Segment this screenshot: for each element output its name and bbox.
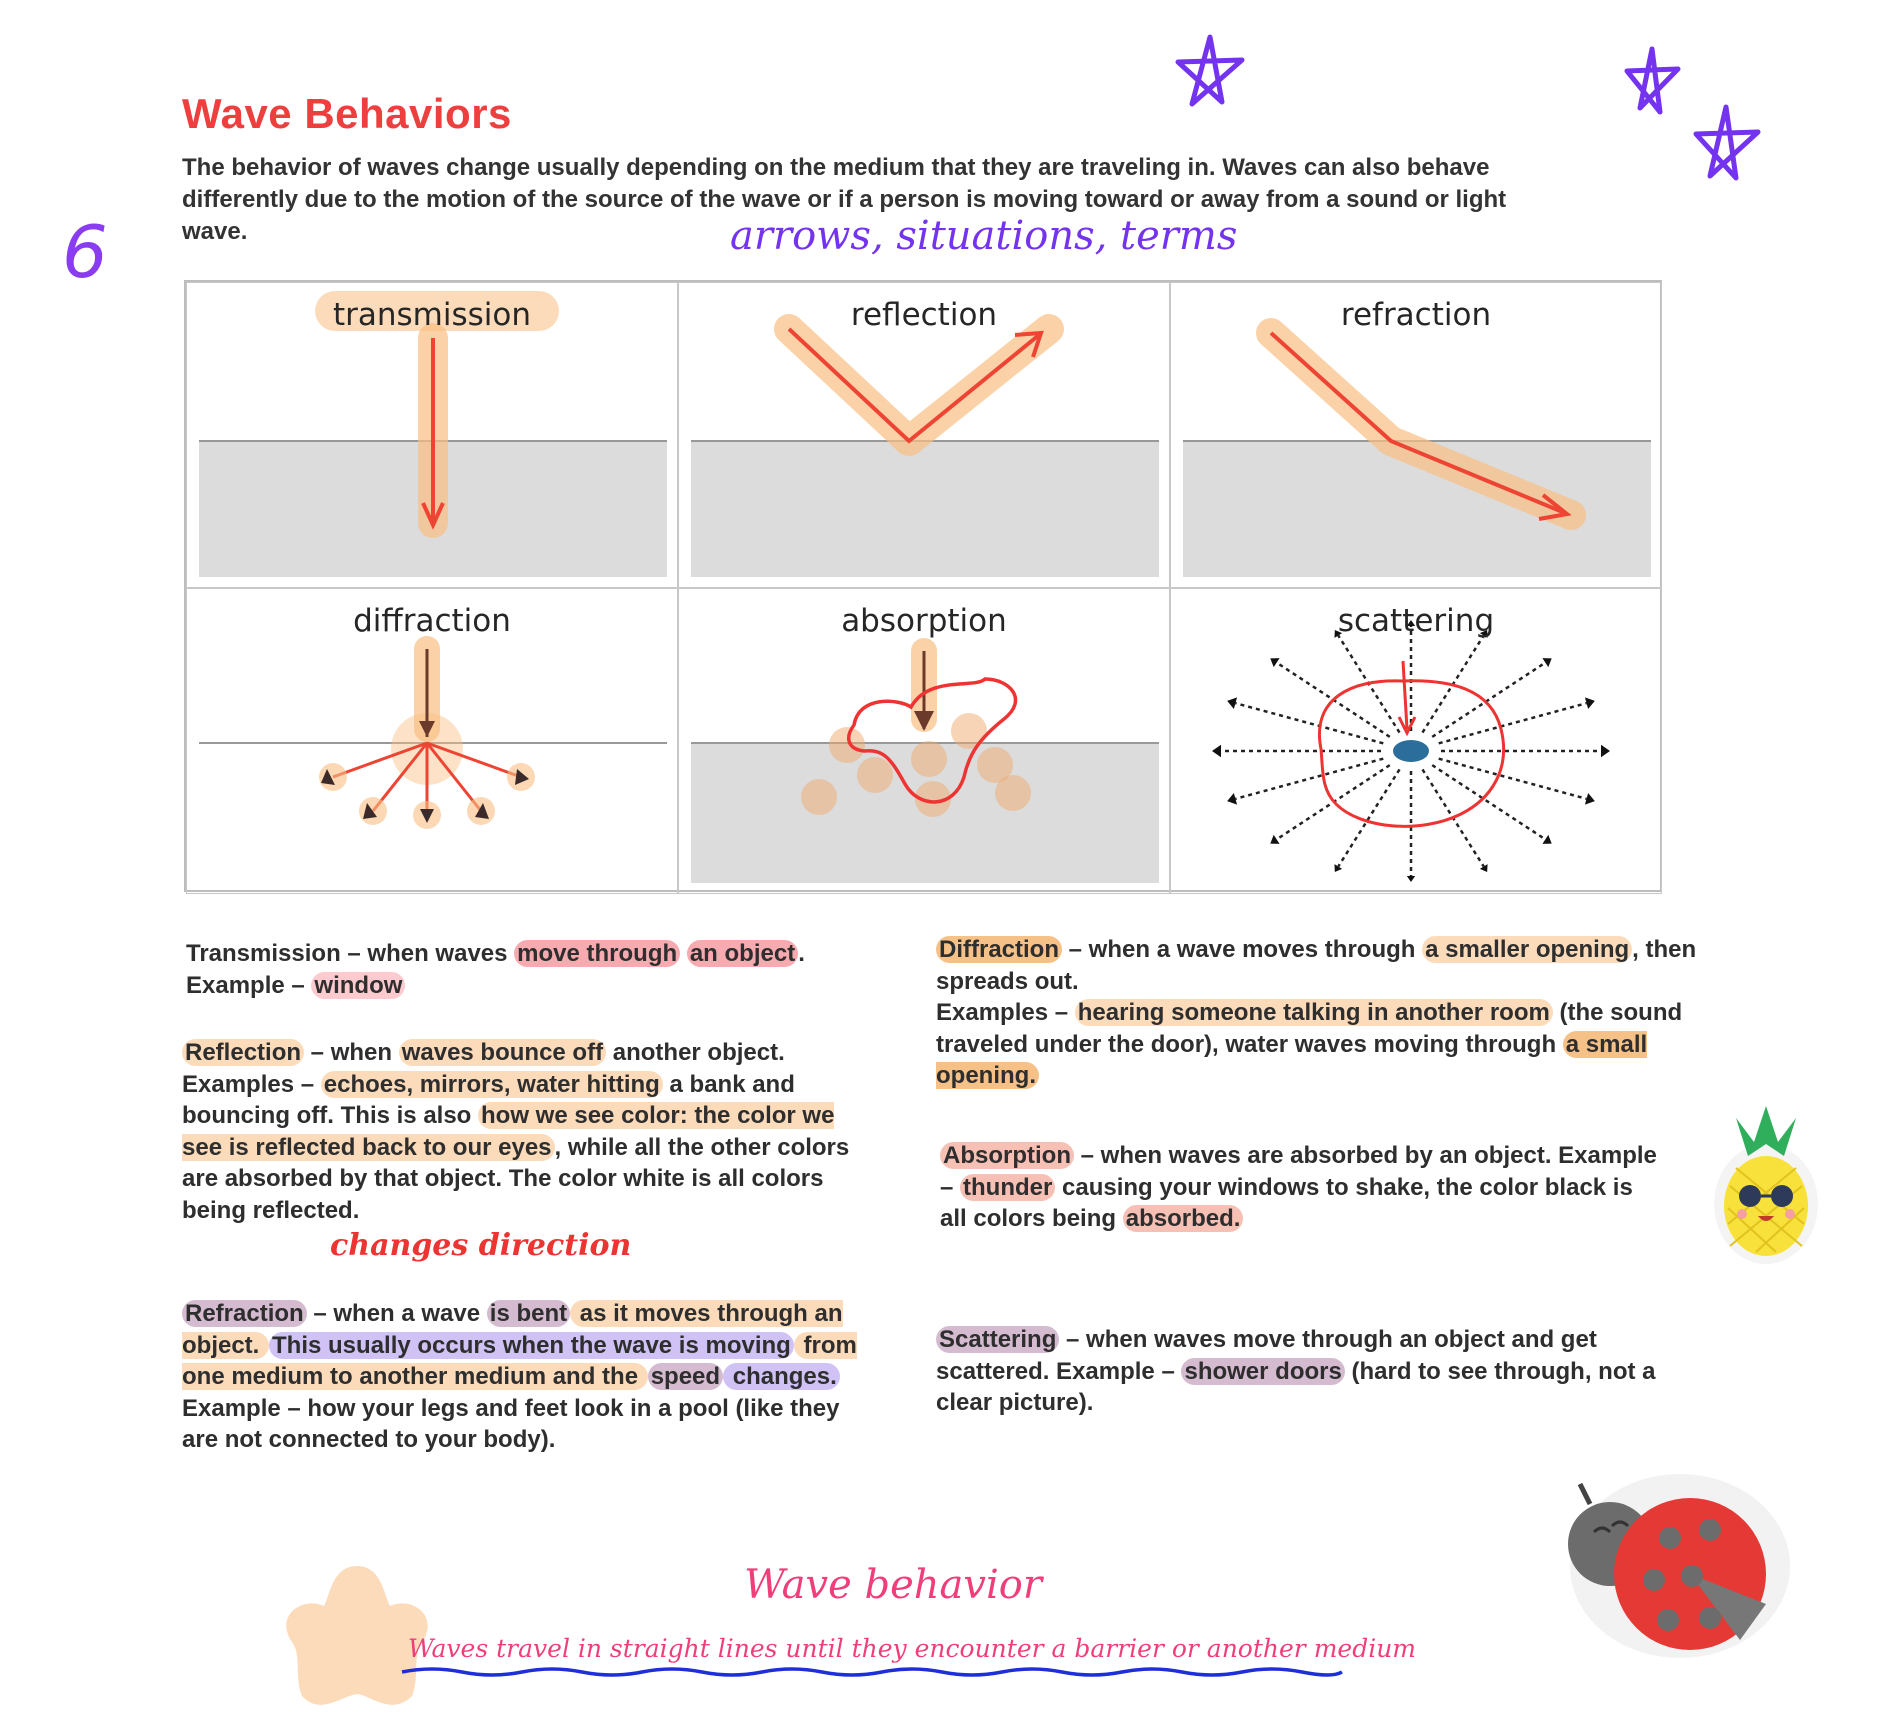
highlight-span: a small opening. (936, 1030, 1648, 1089)
text-span: Example – how your legs and feet look in a pool (like they are not connected to your body). (182, 1394, 840, 1453)
label-diffraction: diffraction (353, 603, 511, 639)
highlight-span: as it moves through an object. (182, 1300, 843, 1359)
cell-scattering (1170, 588, 1662, 894)
highlight-span: from one medium to another medium and the (182, 1331, 857, 1390)
scatter-ray (1338, 769, 1399, 866)
term-diffraction: Diffraction (936, 936, 1062, 963)
cell-reflection (678, 282, 1170, 588)
term-reflection: Reflection (182, 1039, 304, 1066)
scatter-ray (1439, 759, 1587, 799)
text-span (680, 940, 687, 967)
highlight-span: an object (687, 940, 798, 967)
highlight-span: a smaller opening (1422, 936, 1632, 963)
label-transmission: transmission (332, 297, 532, 333)
ladybug-sticker-icon (1550, 1454, 1790, 1664)
highlight-span: is bent (487, 1300, 570, 1327)
cell-transmission (186, 282, 678, 588)
text-span: causing your windows to shake, the color black is all colors being (940, 1173, 1633, 1232)
handwritten-wave-behavior-sentence: Waves travel in straight lines until they encounter a barrier or another medium (408, 1634, 1417, 1663)
text-span: – when (304, 1039, 399, 1066)
scatter-ray (1439, 703, 1587, 743)
label-absorption: absorption (841, 603, 1007, 639)
scatter-arrowhead (1270, 658, 1279, 667)
handwritten-note-top: arrows, situations, terms (730, 213, 1238, 259)
highlight-span: This usually occurs when the wave is moving (269, 1332, 794, 1359)
highlight-span: waves bounce off (399, 1039, 606, 1066)
text-span: . Example – (186, 940, 805, 999)
term-transmission: Transmission (186, 940, 341, 967)
text-span: , while all the other colors are absorbed by that object. The color white is all colors being reflected. (182, 1133, 850, 1224)
definition-absorption (940, 1140, 1660, 1235)
scatter-arrowhead (1270, 835, 1279, 844)
label-refraction: refraction (1340, 297, 1492, 333)
cell-refraction (1170, 282, 1662, 588)
scatter-arrowhead (1601, 745, 1610, 758)
scatter-ray (1432, 663, 1545, 737)
text-span: Examples – (936, 999, 1075, 1026)
scatter-arrowhead (1212, 745, 1221, 758)
intro-paragraph: The behavior of waves change usually depending on the medium that they are traveling in. Waves can also behave differently due to the motion of the source of the wave or if a person is moving toward or away from a sound or light wave. (182, 154, 1507, 245)
text-span: (hard to see through, not a clear picture). (936, 1357, 1656, 1416)
scatter-arrowhead (1542, 658, 1551, 667)
scatter-ray (1432, 765, 1545, 839)
cell-diffraction (186, 588, 678, 894)
definition-scattering (936, 1324, 1656, 1419)
label-reflection: reflection (850, 297, 998, 333)
highlight-span: shower doors (1181, 1358, 1344, 1385)
star-doodle-icon (1622, 46, 1682, 116)
definition-refraction (182, 1298, 882, 1456)
highlight-span: how we see color: the color we see is reflected back to our eyes (182, 1102, 835, 1161)
cell-absorption (678, 588, 1170, 894)
highlight-span: speed (648, 1363, 723, 1390)
scatter-ray (1235, 703, 1383, 743)
page-title: Wave Behaviors (182, 90, 512, 137)
highlight-span: changes. (723, 1363, 840, 1390)
handwritten-wave-behavior-title: Wave behavior (744, 1562, 1042, 1608)
highlight-span: move through (514, 940, 680, 967)
text-span: – when waves (340, 940, 515, 967)
star-doodle-icon (1690, 104, 1762, 182)
text-span: another object. Examples – (182, 1039, 785, 1098)
highlight-span: hearing someone talking in another room (1075, 999, 1553, 1026)
text-span: , then spreads out. (936, 936, 1697, 995)
text-span: – when waves move through an object and get scattered. Example – (936, 1326, 1597, 1385)
underline-squiggle (402, 1662, 1342, 1682)
pineapple-sticker-icon (1706, 1096, 1826, 1266)
term-refraction: Refraction (182, 1300, 307, 1327)
text-span: – when a wave moves through (1062, 936, 1423, 963)
handwritten-page-number: 6 (62, 210, 108, 294)
term-scattering: Scattering (936, 1326, 1059, 1353)
scatter-arrowhead (1407, 876, 1415, 882)
text-span: – when waves are absorbed by an object. Example – (940, 1142, 1657, 1201)
definition-transmission (186, 938, 826, 1001)
definition-diffraction (936, 934, 1716, 1092)
term-absorption: Absorption (940, 1142, 1074, 1169)
wave-diagram-grid (184, 280, 1662, 892)
scatter-arrowhead (1542, 835, 1551, 844)
definition-reflection (182, 1037, 872, 1226)
scatter-ray (1235, 759, 1383, 799)
handwritten-changes-direction: changes direction (330, 1228, 632, 1263)
text-span: – when a wave (306, 1300, 487, 1327)
highlight-span: absorbed. (1123, 1205, 1244, 1232)
highlight-span: window (311, 972, 405, 999)
star-doodle-icon (1170, 32, 1250, 112)
text-span: (the sound traveled under the door), water waves moving through (936, 999, 1683, 1058)
text-span: a bank and bouncing off. This is also (182, 1070, 795, 1129)
highlight-span: thunder (960, 1174, 1055, 1201)
label-scattering: scattering (1337, 603, 1495, 639)
highlight-span: echoes, mirrors, water hitting (321, 1071, 663, 1098)
